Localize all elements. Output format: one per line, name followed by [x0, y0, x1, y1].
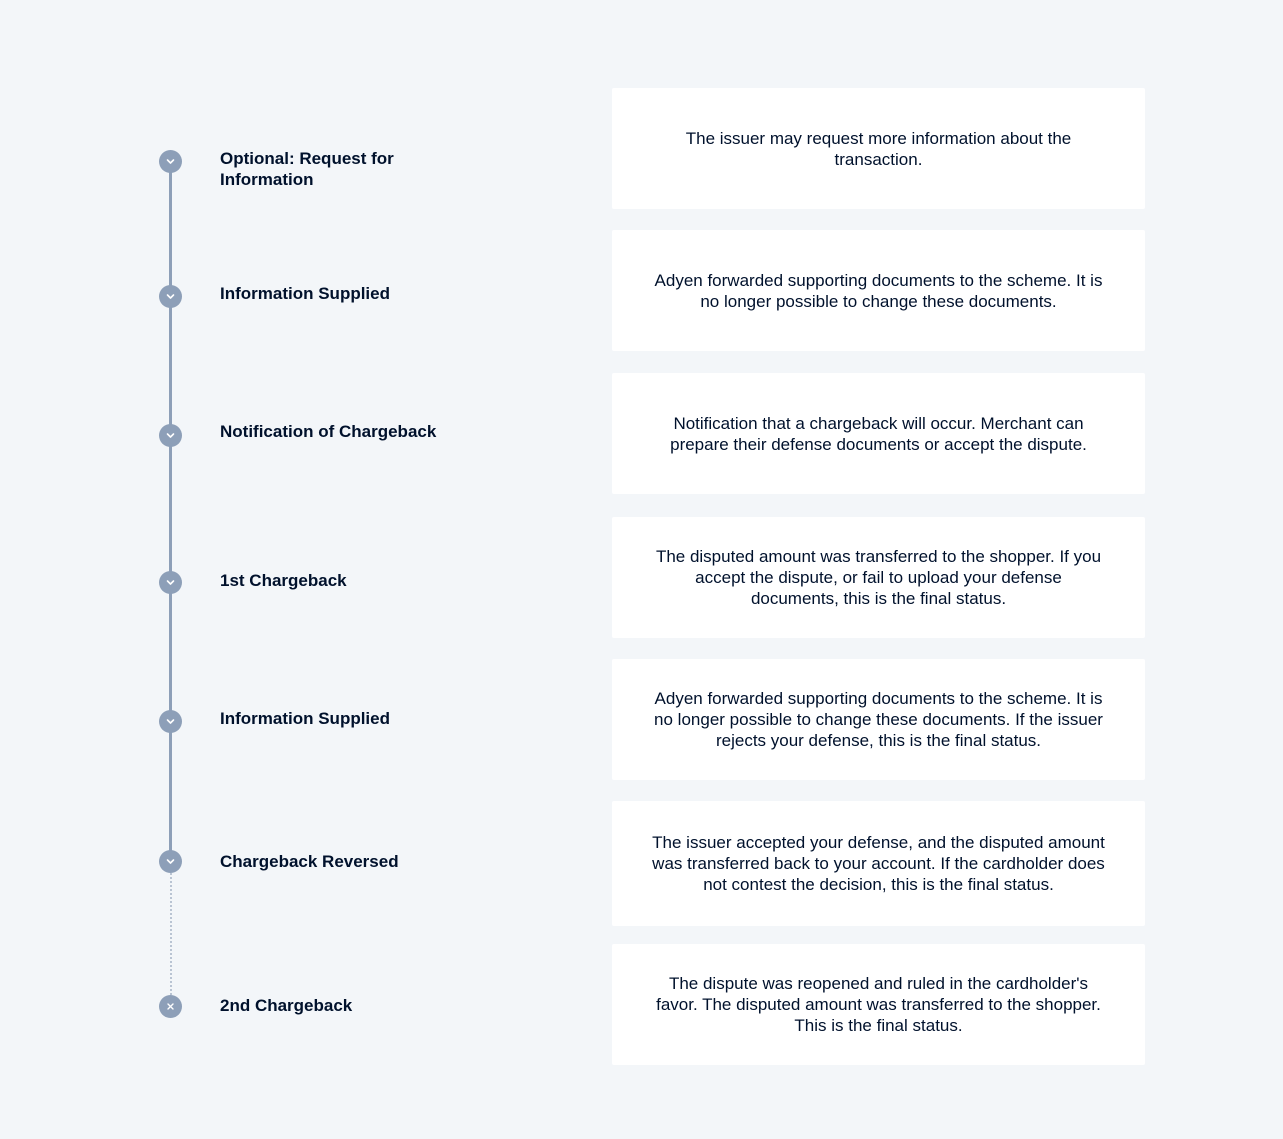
chevron-down-icon: [165, 716, 176, 727]
step-card: [612, 944, 1145, 1065]
timeline-node: [159, 850, 182, 873]
timeline-node: [159, 710, 182, 733]
chevron-down-icon: [165, 291, 176, 302]
close-icon: [165, 1001, 176, 1012]
step-title: Chargeback Reversed: [220, 852, 399, 871]
chevron-down-icon: [165, 577, 176, 588]
step-title: Information Supplied: [220, 709, 390, 728]
step-card: [612, 373, 1145, 494]
chevron-down-icon: [165, 430, 176, 441]
step-title: Notification of Chargeback: [220, 422, 437, 441]
timeline-node: [159, 150, 182, 173]
step-title: Information Supplied: [220, 284, 390, 303]
step-card: [612, 517, 1145, 638]
step-description: Adyen forwarded supporting documents to the scheme. It is no longer possible to change these documents. If the issuer rejects your defense, this is the final status.: [654, 689, 1103, 750]
step-title: 2nd Chargeback: [220, 996, 353, 1015]
timeline-line: [169, 161, 172, 861]
chevron-down-icon: [165, 856, 176, 867]
step-description: The disputed amount was transferred to the shopper. If you accept the dispute, or fail to upload your defense documents, this is the final status.: [655, 547, 1102, 608]
step-description: Notification that a chargeback will occur. Merchant can prepare their defense documents or accept the dispute.: [670, 413, 1087, 454]
chevron-down-icon: [165, 156, 176, 167]
timeline-node: [159, 995, 182, 1018]
timeline-node: [159, 571, 182, 594]
step-description: The issuer may request more information about the transaction.: [685, 128, 1072, 169]
timeline-node: [159, 285, 182, 308]
step-title: Optional: Request for Information: [220, 149, 394, 189]
step-card: [612, 88, 1145, 209]
step-description: Adyen forwarded supporting documents to the scheme. It is no longer possible to change these documents.: [654, 270, 1103, 311]
step-card: [612, 659, 1145, 780]
step-card: [612, 801, 1145, 926]
step-title: 1st Chargeback: [220, 571, 347, 590]
timeline-node: [159, 424, 182, 447]
timeline-line-dotted: [170, 862, 172, 1006]
step-card: [612, 230, 1145, 351]
step-description: The issuer accepted your defense, and the disputed amount was transferred back to your account. If the cardholder does not contest the decision, this is the final status.: [652, 833, 1105, 894]
step-description: The dispute was reopened and ruled in the cardholder's favor. The disputed amount was transferred to the shopper. This is the final status.: [656, 974, 1101, 1035]
